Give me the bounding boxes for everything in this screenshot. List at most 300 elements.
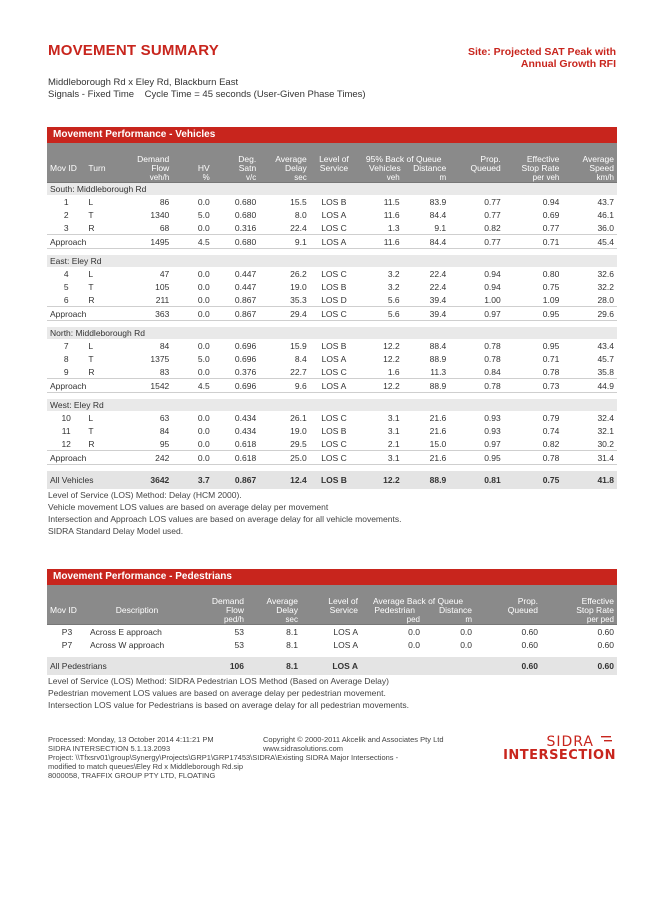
table-cell: 5.0 — [197, 209, 210, 220]
all-vehicles-label: All Vehicles — [47, 471, 116, 489]
table-cell: 0.0 — [460, 626, 473, 637]
table-cell — [423, 657, 475, 675]
col-stop-l2: Stop Rate — [521, 163, 560, 173]
table-cell: LOS B — [321, 281, 347, 292]
table-row — [47, 411, 617, 424]
ped-col-demand-l2: Flow — [226, 605, 244, 615]
table-cell: 3.2 — [387, 281, 400, 292]
vehicle-note: Intersection and Approach LOS values are based on average delay for all vehicle movements. — [48, 514, 402, 524]
table-cell: 0.94 — [484, 281, 501, 292]
sidra-logo — [486, 735, 616, 763]
table-cell: 0.0 — [172, 451, 212, 465]
approach-label: Approach — [47, 235, 116, 249]
table-cell: R — [88, 222, 95, 233]
table-row — [47, 280, 617, 293]
table-cell: 84 — [159, 425, 170, 436]
table-cell: 0.0 — [197, 366, 210, 377]
col-turn: Turn — [88, 163, 106, 173]
footer-center — [263, 735, 473, 753]
all-pedestrians-label: All Pedestrians — [47, 657, 187, 675]
ped-unit-delay: sec — [247, 615, 301, 625]
table-cell: R — [88, 294, 95, 305]
table-cell: LOS C — [321, 366, 347, 377]
table-cell: 5.0 — [197, 353, 210, 364]
table-cell: R — [88, 438, 95, 449]
footer-website: www.sidrasolutions.com — [263, 744, 344, 753]
vehicle-note: SIDRA Standard Delay Model used. — [48, 526, 184, 536]
intersection-name: Middleborough Rd x Eley Rd, Blackburn East — [48, 77, 239, 88]
table-cell: 0.376 — [234, 366, 257, 377]
table-cell: 0.60 — [521, 639, 539, 650]
col-deg-satn — [213, 143, 259, 173]
table-cell: 0.60 — [521, 626, 539, 637]
footer-left — [48, 735, 278, 753]
table-cell: 11.6 — [358, 235, 402, 249]
approach-label: Approach — [47, 379, 116, 393]
table-cell: 8.1 — [247, 657, 301, 675]
approach-label: Approach — [47, 307, 116, 321]
table-cell: T — [88, 281, 94, 292]
table-cell: LOS B — [310, 471, 359, 489]
table-cell: 7 — [63, 340, 69, 351]
table-cell: 43.4 — [597, 340, 614, 351]
table-cell: 9 — [63, 366, 69, 377]
table-cell: 0.74 — [542, 425, 560, 436]
table-cell: 1542 — [116, 379, 173, 393]
approach-name: North: Middleborough Rd — [47, 327, 617, 339]
approach-name: South: Middleborough Rd — [47, 183, 617, 196]
table-cell: 0.434 — [234, 425, 257, 436]
table-row — [47, 437, 617, 451]
table-cell: T — [88, 425, 94, 436]
unit-stop: per veh — [504, 173, 563, 183]
ped-col-los-l2: Service — [329, 605, 358, 615]
sidra-logo-mark-icon — [598, 735, 614, 743]
col-stop-rate — [504, 143, 563, 173]
table-cell: T — [88, 209, 94, 220]
table-cell: 29.5 — [290, 438, 307, 449]
table-cell: 0.0 — [197, 412, 210, 423]
table-cell: 32.1 — [597, 425, 614, 436]
table-cell: 11.3 — [430, 366, 447, 377]
table-cell — [361, 657, 423, 675]
table-cell: LOS A — [321, 353, 347, 364]
ped-col-prop-l1: Prop. — [517, 596, 539, 606]
table-cell: 1340 — [150, 209, 170, 220]
vehicle-note: Vehicle movement LOS values are based on average delay per movement — [48, 502, 329, 512]
table-cell: 4.5 — [172, 379, 212, 393]
col-delay-l1: Average — [275, 154, 307, 164]
ped-col-stop-l1: Effective — [581, 596, 615, 606]
table-row — [47, 424, 617, 437]
table-cell: 3 — [63, 222, 69, 233]
table-cell: 22.4 — [429, 281, 447, 292]
footer-licence: 8000058, TRAFFIX GROUP PTY LTD, FLOATING — [48, 771, 216, 780]
table-cell: 0.77 — [484, 209, 501, 220]
table-cell: 8 — [63, 353, 69, 364]
table-cell: 1.00 — [484, 294, 501, 305]
table-cell: 0.95 — [542, 340, 560, 351]
col-hv: HV — [197, 163, 210, 173]
group-header-row — [47, 399, 617, 411]
table-cell: 0.69 — [542, 209, 560, 220]
table-cell: 11.6 — [383, 209, 400, 220]
table-cell: 3.2 — [387, 268, 400, 279]
pedestrians-section-title: Movement Performance - Pedestrians — [47, 569, 617, 585]
pedestrian-note: Intersection LOS value for Pedestrians is based on average delay for all pedestrian movements. — [48, 700, 409, 710]
all-vehicles-row — [47, 471, 617, 489]
col-los — [310, 143, 359, 173]
col-delay — [259, 143, 310, 173]
pedestrian-note: Pedestrian movement LOS values are based on average delay per pedestrian movement. — [48, 688, 386, 698]
table-cell: 0.696 — [234, 353, 257, 364]
table-cell: 4.5 — [172, 235, 212, 249]
ped-col-queue-group: Average Back of Queue — [372, 596, 464, 606]
ped-unit-ped: ped — [361, 615, 423, 625]
unit-speed: km/h — [562, 173, 617, 183]
table-cell: LOS C — [310, 307, 359, 321]
table-cell: 8.1 — [286, 626, 298, 637]
col-vehicles: Vehicles — [369, 163, 401, 173]
table-cell: LOS A — [333, 626, 358, 637]
table-cell: 0.680 — [213, 235, 259, 249]
ped-unit-dist: m — [423, 615, 475, 625]
table-cell: 0.680 — [234, 209, 257, 220]
table-cell: 19.0 — [290, 425, 307, 436]
table-cell: 0.95 — [449, 451, 504, 465]
table-cell: 0.0 — [197, 438, 210, 449]
unit-veh: veh — [358, 173, 402, 183]
table-cell: 11.5 — [383, 196, 400, 207]
col-demand — [116, 143, 173, 173]
ped-col-delay-l1: Average — [266, 596, 298, 606]
table-cell: LOS D — [321, 294, 347, 305]
table-cell: 12 — [61, 438, 71, 449]
table-cell: 0.867 — [213, 471, 259, 489]
all-pedestrians-row — [47, 657, 617, 675]
table-cell: LOS A — [301, 657, 361, 675]
col-queue-group: 95% Back of Queue — [365, 154, 442, 164]
table-cell: 0.696 — [213, 379, 259, 393]
table-cell: 5 — [63, 281, 69, 292]
table-cell: 106 — [187, 657, 247, 675]
vehicles-table — [47, 143, 617, 489]
table-cell: 0.71 — [542, 353, 560, 364]
table-row — [47, 339, 617, 352]
table-row — [47, 195, 617, 208]
table-cell: 3.1 — [387, 425, 400, 436]
table-cell: 0.93 — [484, 412, 501, 423]
table-cell: 0.73 — [504, 379, 563, 393]
table-cell: 9.1 — [434, 222, 447, 233]
ped-col-demand — [187, 585, 247, 615]
table-cell: 35.8 — [597, 366, 614, 377]
table-cell: 10 — [61, 412, 71, 423]
ped-col-demand-l1: Demand — [211, 596, 244, 606]
table-row — [47, 352, 617, 365]
ped-unit-stop: per ped — [541, 615, 617, 625]
unit-delay: sec — [259, 173, 310, 183]
table-cell: 1 — [63, 196, 69, 207]
table-cell: 26.2 — [290, 268, 307, 279]
logo-line2: INTERSECTION — [503, 748, 616, 763]
ped-col-stop-rate — [541, 585, 617, 615]
col-demand-l1: Demand — [137, 154, 170, 164]
table-cell: 83 — [159, 366, 170, 377]
table-cell: 21.6 — [429, 412, 447, 423]
table-cell: 0.78 — [484, 340, 501, 351]
table-cell: 32.2 — [597, 281, 614, 292]
approach-name: West: Eley Rd — [47, 399, 617, 411]
col-speed-l1: Average — [582, 154, 614, 164]
vehicle-note: Level of Service (LOS) Method: Delay (HCM 2000). — [48, 490, 242, 500]
table-cell: L — [88, 196, 94, 207]
table-cell: 39.4 — [429, 294, 447, 305]
table-cell: 0.60 — [597, 626, 615, 637]
col-los-l1: Level of — [319, 154, 349, 164]
ped-col-mov-id: Mov ID — [50, 605, 77, 615]
table-cell: 29.4 — [259, 307, 310, 321]
table-cell: 0.680 — [234, 196, 257, 207]
table-cell: 8.4 — [294, 353, 307, 364]
table-cell: 83.9 — [429, 196, 447, 207]
approach-row — [47, 307, 617, 321]
table-row — [47, 638, 617, 651]
ped-col-queue — [361, 585, 475, 615]
table-cell: 0.316 — [234, 222, 257, 233]
col-prop-l1: Prop. — [480, 154, 501, 164]
approach-label: Approach — [47, 451, 116, 465]
table-cell: 0.93 — [484, 425, 501, 436]
table-cell: 0.80 — [542, 268, 560, 279]
table-cell: 9.1 — [259, 235, 310, 249]
table-cell: 0.0 — [172, 307, 212, 321]
table-cell: 4 — [63, 268, 69, 279]
table-cell: 0.0 — [197, 196, 210, 207]
table-cell: 1.09 — [542, 294, 560, 305]
vehicles-section — [47, 127, 617, 489]
group-header-row — [47, 327, 617, 339]
table-row — [47, 625, 617, 639]
table-cell: 0.77 — [542, 222, 560, 233]
table-cell: 19.0 — [290, 281, 307, 292]
table-cell: 15.9 — [290, 340, 307, 351]
table-cell: 0.82 — [542, 438, 560, 449]
table-cell: Across W approach — [90, 639, 165, 650]
table-cell: LOS A — [333, 639, 358, 650]
table-cell: LOS C — [321, 222, 347, 233]
table-cell: 0.60 — [597, 639, 615, 650]
ped-col-los-l1: Level of — [328, 596, 358, 606]
table-cell: L — [88, 412, 94, 423]
table-cell: LOS B — [321, 196, 347, 207]
table-cell: 84 — [159, 340, 170, 351]
table-cell: 12.4 — [259, 471, 310, 489]
table-cell: 36.0 — [597, 222, 614, 233]
table-cell: 5.6 — [387, 294, 400, 305]
approach-row — [47, 235, 617, 249]
ped-col-delay-l2: Delay — [276, 605, 298, 615]
table-cell: 0.78 — [504, 451, 563, 465]
table-cell: 3.7 — [172, 471, 212, 489]
table-cell: 86 — [159, 196, 170, 207]
table-cell: 46.1 — [597, 209, 614, 220]
table-cell: L — [88, 268, 94, 279]
ped-col-pedestrian: Pedestrian — [374, 605, 416, 615]
table-cell: 0.0 — [460, 639, 473, 650]
table-row — [47, 365, 617, 379]
group-header-row — [47, 183, 617, 196]
table-row — [47, 208, 617, 221]
table-cell: LOS A — [310, 379, 359, 393]
table-cell: 0.71 — [504, 235, 563, 249]
table-cell: 0.867 — [213, 307, 259, 321]
table-cell: LOS B — [321, 340, 347, 351]
pedestrians-table-body — [47, 625, 617, 676]
table-cell: 0.78 — [542, 366, 560, 377]
table-cell: 363 — [116, 307, 173, 321]
table-cell: 95 — [159, 438, 170, 449]
ped-unit-flow: ped/h — [187, 615, 247, 625]
col-deg-l1: Deg. — [238, 154, 257, 164]
table-cell: 26.1 — [290, 412, 307, 423]
group-header-row — [47, 255, 617, 267]
table-cell: 45.4 — [562, 235, 617, 249]
table-cell: 0.97 — [484, 438, 501, 449]
table-cell: 15.0 — [429, 438, 447, 449]
table-cell: 0.95 — [504, 307, 563, 321]
table-cell: Across E approach — [90, 626, 162, 637]
footer-version: SIDRA INTERSECTION 5.1.13.2093 — [48, 744, 171, 753]
table-cell: 211 — [155, 294, 170, 305]
table-cell: 30.2 — [597, 438, 614, 449]
table-cell: 12.2 — [383, 353, 400, 364]
signals-info: Signals - Fixed Time Cycle Time = 45 seconds (User-Given Phase Times) — [48, 89, 366, 100]
col-los-l2: Service — [319, 163, 349, 173]
table-cell: 88.9 — [403, 471, 450, 489]
table-cell: LOS C — [321, 268, 347, 279]
table-cell: P7 — [61, 639, 73, 650]
table-cell: 0.84 — [484, 366, 501, 377]
pedestrian-notes — [48, 675, 409, 711]
site-title — [356, 46, 616, 70]
table-cell: 3.1 — [358, 451, 402, 465]
col-prop-l2: Queued — [470, 163, 501, 173]
table-cell: 2.1 — [387, 438, 400, 449]
table-cell: 0.94 — [484, 268, 501, 279]
table-cell: 1.3 — [387, 222, 400, 233]
table-cell: 12.2 — [358, 471, 402, 489]
ped-col-delay — [247, 585, 301, 615]
ped-col-stop-l2: Stop Rate — [576, 605, 615, 615]
table-cell: 0.867 — [234, 294, 257, 305]
table-cell: 6 — [63, 294, 69, 305]
table-cell: P3 — [61, 626, 73, 637]
ped-col-prop-queued — [475, 585, 541, 615]
table-cell: LOS A — [321, 209, 347, 220]
table-cell: 0.82 — [484, 222, 501, 233]
table-cell: 0.0 — [197, 294, 210, 305]
table-cell: LOS C — [321, 438, 347, 449]
table-cell: 44.9 — [562, 379, 617, 393]
table-cell: R — [88, 366, 95, 377]
col-speed-l2: Speed — [589, 163, 614, 173]
table-cell: LOS A — [310, 235, 359, 249]
vehicle-notes — [48, 489, 401, 537]
site-title-line2: Annual Growth RFI — [520, 58, 616, 70]
table-cell: 3642 — [116, 471, 173, 489]
table-cell: 88.4 — [429, 340, 447, 351]
table-cell: 45.7 — [597, 353, 614, 364]
table-cell: 12.2 — [383, 340, 400, 351]
table-cell: 53 — [234, 639, 244, 650]
table-cell: 0.81 — [449, 471, 504, 489]
site-title-line1: Site: Projected SAT Peak with — [467, 46, 616, 58]
table-cell: 0.60 — [475, 657, 541, 675]
table-cell: 39.4 — [403, 307, 450, 321]
table-cell: 8.1 — [286, 639, 298, 650]
table-cell: 0.0 — [197, 425, 210, 436]
approach-row — [47, 379, 617, 393]
table-cell: 22.4 — [429, 268, 447, 279]
pedestrian-note: Level of Service (LOS) Method: SIDRA Pedestrian LOS Method (Based on Average Delay) — [48, 676, 389, 686]
approach-name: East: Eley Rd — [47, 255, 617, 267]
table-cell: 0.618 — [234, 438, 257, 449]
table-cell: 3.1 — [387, 412, 400, 423]
col-distance: Distance — [413, 163, 447, 173]
unit-dist: m — [403, 173, 450, 183]
footer-processed: Processed: Monday, 13 October 2014 4:11:21 PM — [48, 735, 214, 744]
table-cell: 105 — [155, 281, 170, 292]
table-cell: 242 — [116, 451, 173, 465]
table-cell: LOS C — [310, 451, 359, 465]
col-prop-queued — [449, 143, 504, 173]
table-cell: 21.6 — [403, 451, 450, 465]
table-cell: 32.4 — [597, 412, 614, 423]
page-title: MOVEMENT SUMMARY — [48, 42, 219, 59]
table-cell: 53 — [234, 626, 244, 637]
unit-hv: % — [172, 173, 212, 183]
table-cell: 0.94 — [542, 196, 560, 207]
table-cell: 0.0 — [197, 281, 210, 292]
ped-col-prop-l2: Queued — [507, 605, 539, 615]
logo-line1: SIDRA — [546, 734, 594, 750]
table-cell: 0.75 — [504, 471, 563, 489]
table-cell: 0.447 — [234, 268, 257, 279]
table-cell: 31.4 — [562, 451, 617, 465]
table-cell: 0.0 — [197, 222, 210, 233]
footer-project-line2: modified to match queues\Eley Rd x Middleborough Rd.sip — [48, 762, 244, 771]
table-cell: 1.6 — [387, 366, 400, 377]
unit-satn: v/c — [213, 173, 259, 183]
table-cell: 0.0 — [408, 639, 420, 650]
col-speed — [562, 143, 617, 173]
pedestrians-section — [47, 569, 617, 675]
table-cell: 1495 — [116, 235, 173, 249]
table-cell: 9.6 — [259, 379, 310, 393]
table-cell: 0.447 — [234, 281, 257, 292]
table-cell: 88.9 — [429, 353, 447, 364]
vehicles-table-body — [47, 183, 617, 490]
table-cell: 2 — [63, 209, 69, 220]
table-row — [47, 293, 617, 307]
footer-project-line1: Project: \\Tfxsrv01\group\Synergy\Projects\GRP1\GRP17453\SIDRA\Existing SIDRA Major Intersections - — [48, 753, 399, 762]
table-cell: 5.6 — [358, 307, 402, 321]
table-cell: 11 — [61, 425, 71, 436]
table-cell: 15.5 — [290, 196, 307, 207]
table-cell: 22.7 — [290, 366, 307, 377]
col-demand-l2: Flow — [151, 163, 170, 173]
